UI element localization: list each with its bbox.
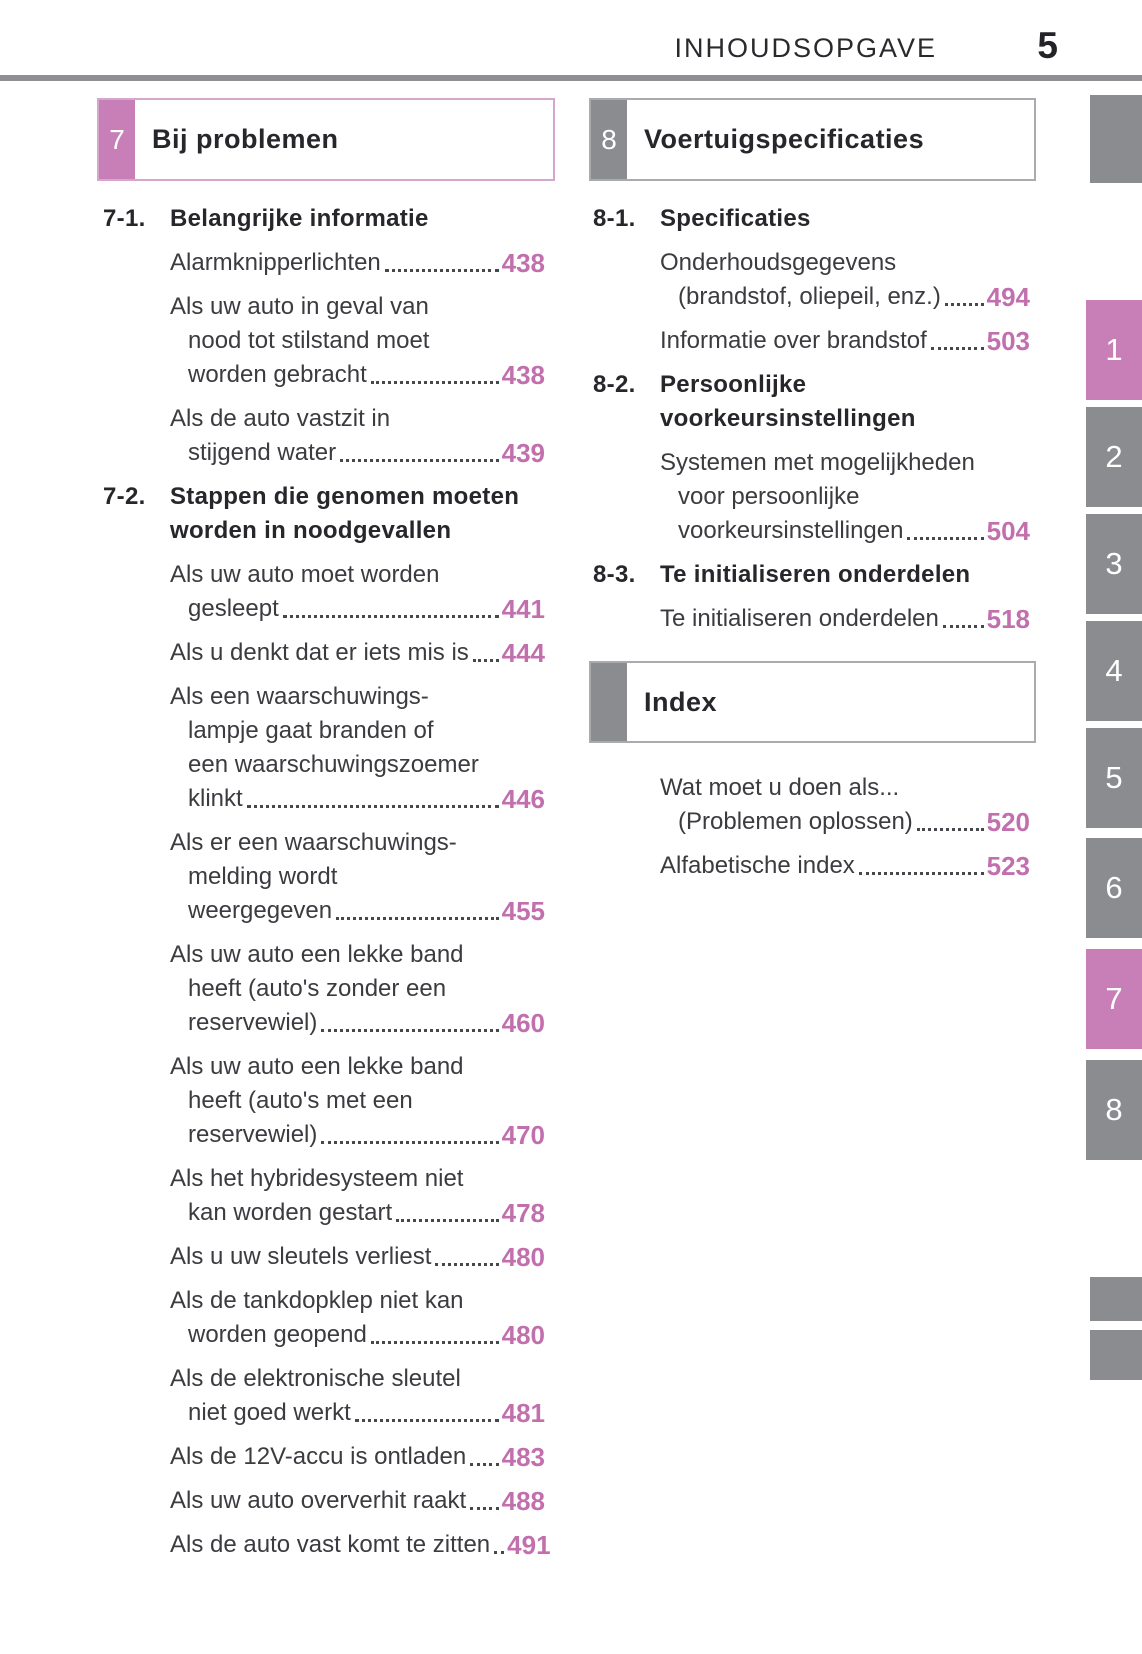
toc-page-number: 446 [501, 784, 545, 814]
toc-entry-lastline [170, 636, 545, 670]
toc-group-heading [103, 202, 545, 236]
toc-entry-lastline [170, 1484, 545, 1518]
dot-leader [247, 805, 499, 808]
section-box-7[interactable] [97, 98, 555, 181]
dot-leader [943, 625, 984, 628]
side-tab-blank-top [1090, 95, 1142, 183]
toc-entry-line: Als u uw sleutels verliest [170, 1243, 432, 1270]
dot-leader [396, 1219, 498, 1222]
side-tab-blank-bottom-1 [1090, 1277, 1142, 1321]
toc-entry-line: Als er een waarschuwings- [170, 829, 457, 856]
toc-page-number: 441 [501, 594, 545, 624]
toc-entry-lastline [660, 805, 1030, 839]
toc-entry-lastline [170, 782, 545, 816]
toc-entry-line: Te initialiseren onderdelen [660, 605, 939, 632]
toc-entry-lastline [170, 246, 545, 280]
toc-entry[interactable] [593, 446, 1030, 548]
toc-group-heading [593, 202, 1030, 236]
dot-leader [283, 615, 499, 618]
toc-page-number: 480 [501, 1320, 545, 1350]
toc-entry-line: Systemen met mogelijkheden [660, 449, 975, 476]
page-number: 5 [1037, 25, 1058, 66]
toc-entry-line: voor persoonlijke [678, 483, 860, 510]
toc-group-title: voorkeursinstellingen [660, 405, 916, 432]
section-box-title-7: Bij problemen [152, 124, 339, 154]
toc-entry[interactable] [593, 324, 1030, 358]
toc-page-number: 439 [501, 438, 545, 468]
side-tab-5[interactable]: 5 [1086, 728, 1142, 828]
toc-entry[interactable] [103, 1284, 545, 1352]
toc-entry-line: Als uw auto moet worden [170, 561, 440, 588]
toc-entry-lastline [170, 1440, 545, 1474]
toc-entry[interactable] [103, 1528, 551, 1562]
toc-entry[interactable] [103, 1162, 545, 1230]
dot-leader [470, 1463, 498, 1466]
side-tab-7[interactable]: 7 [1086, 949, 1142, 1049]
toc-entry-lastline [170, 358, 545, 392]
side-tab-1[interactable]: 1 [1086, 300, 1142, 400]
toc-entry-line: niet goed werkt [188, 1399, 351, 1426]
dot-leader [473, 659, 499, 662]
toc-entry[interactable] [103, 402, 545, 470]
toc-entry-lastline [660, 324, 1030, 358]
dot-leader [321, 1029, 498, 1032]
toc-entry[interactable] [103, 1440, 545, 1474]
toc-entry-line: Als de auto vast komt te zitten [170, 1531, 491, 1558]
toc-entry-line: Alarmknipperlichten [170, 249, 381, 276]
toc-group-heading [593, 558, 1030, 592]
toc-entry-lastline [170, 1396, 545, 1430]
toc-entry-lastline [170, 1196, 545, 1230]
toc-entry-line: Alfabetische index [660, 852, 855, 879]
toc-page-number: 483 [501, 1442, 545, 1472]
toc-entry-line: een waarschuwingszoemer [188, 751, 479, 778]
dot-leader [931, 347, 984, 350]
toc-group-number: 8-2. [593, 371, 636, 398]
toc-page-number: 438 [501, 248, 545, 278]
toc-entry-line: heeft (auto's met een [188, 1087, 413, 1114]
index-section-box[interactable] [589, 661, 1036, 743]
toc-entry-lastline [660, 514, 1030, 548]
dot-leader [321, 1141, 498, 1144]
toc-entry[interactable] [593, 246, 1030, 314]
toc-entry-line: (Problemen oplossen) [678, 808, 913, 835]
toc-entry-lastline [170, 1528, 551, 1562]
toc-entry-lastline [170, 1118, 545, 1152]
toc-page-number: 478 [501, 1198, 545, 1228]
toc-entry-line: Als de 12V-accu is ontladen [170, 1443, 467, 1470]
toc-entry[interactable] [593, 849, 1030, 883]
index-box-badge [591, 663, 627, 741]
toc-page-number: 494 [986, 282, 1030, 312]
toc-entry-line: klinkt [188, 785, 243, 812]
toc-group-title: Belangrijke informatie [170, 205, 429, 232]
toc-page-number: 504 [986, 516, 1030, 546]
dot-leader [435, 1263, 498, 1266]
toc-entry[interactable] [103, 680, 545, 816]
toc-entry-lastline [170, 1006, 545, 1040]
toc-entry-line: lampje gaat branden of [188, 717, 434, 744]
toc-column-left [103, 202, 551, 1572]
toc-entry[interactable] [103, 290, 545, 392]
toc-group-heading [593, 368, 1030, 436]
toc-entry[interactable] [103, 636, 545, 670]
section-box-8[interactable] [589, 98, 1036, 181]
dot-leader [385, 269, 499, 272]
toc-entry-line: Als de auto vastzit in [170, 405, 391, 432]
dot-leader [859, 872, 984, 875]
toc-column-right [593, 202, 1030, 893]
section-number-badge-7: 7 [99, 100, 135, 179]
dot-leader [355, 1419, 499, 1422]
toc-entry[interactable] [593, 771, 1030, 839]
toc-entry-line: voorkeursinstellingen [678, 517, 904, 544]
dot-leader [336, 917, 499, 920]
toc-group-number: 8-1. [593, 205, 636, 232]
toc-page-number: 438 [501, 360, 545, 390]
toc-entry-line: Als uw auto oververhit raakt [170, 1487, 467, 1514]
toc-page-number: 481 [501, 1398, 545, 1428]
toc-entry-lastline [170, 592, 545, 626]
toc-entry-line: (brandstof, oliepeil, enz.) [678, 283, 941, 310]
toc-group-title: Persoonlijke [660, 371, 807, 398]
side-tab-3[interactable]: 3 [1086, 514, 1142, 614]
toc-entry-line: weergegeven [188, 897, 333, 924]
toc-page-number: 488 [501, 1486, 545, 1516]
toc-entry[interactable] [103, 558, 545, 626]
toc-group-number: 7-1. [103, 205, 146, 232]
toc-entry-line: kan worden gestart [188, 1199, 393, 1226]
dot-leader [371, 1341, 499, 1344]
index-box-title: Index [644, 687, 718, 717]
side-tab-2[interactable]: 2 [1086, 407, 1142, 507]
toc-group-title: worden in noodgevallen [170, 517, 452, 544]
dot-leader [917, 828, 984, 831]
toc-entry[interactable] [103, 1484, 545, 1518]
toc-entry-line: worden gebracht [188, 361, 367, 388]
toc-group-title: Te initialiseren onderdelen [660, 561, 971, 588]
toc-entry-line: Als de tankdopklep niet kan [170, 1287, 464, 1314]
toc-entry[interactable] [103, 826, 545, 928]
dot-leader [340, 459, 499, 462]
side-tab-6[interactable]: 6 [1086, 838, 1142, 938]
toc-page-number: 455 [501, 896, 545, 926]
toc-entry[interactable] [103, 1362, 545, 1430]
toc-entry-line: worden geopend [188, 1321, 367, 1348]
toc-group-title: Specificaties [660, 205, 811, 232]
toc-entry[interactable] [103, 246, 545, 280]
dot-leader [470, 1507, 498, 1510]
toc-entry-lastline [660, 849, 1030, 883]
toc-page-number: 470 [501, 1120, 545, 1150]
toc-entry-line: melding wordt [188, 863, 338, 890]
toc-entry-line: heeft (auto's zonder een [188, 975, 447, 1002]
toc-page-number: 460 [501, 1008, 545, 1038]
toc-entry-line: Onderhoudsgegevens [660, 249, 897, 276]
toc-group-number: 8-3. [593, 561, 636, 588]
toc-group-title: Stappen die genomen moeten [170, 483, 520, 510]
toc-page-number: 503 [986, 326, 1030, 356]
toc-group-heading [103, 480, 545, 548]
toc-entry-lastline [170, 894, 545, 928]
side-tab-blank-bottom-2 [1090, 1330, 1142, 1380]
toc-entry-lastline [170, 1240, 545, 1274]
toc-entry-line: Als het hybridesysteem niet [170, 1165, 464, 1192]
toc-page-number: 520 [986, 807, 1030, 837]
toc-page-number: 480 [501, 1242, 545, 1272]
toc-entry-line: gesleept [188, 595, 279, 622]
dot-leader [907, 537, 983, 540]
toc-entry[interactable] [103, 938, 545, 1040]
toc-entry-line: Als uw auto in geval van [170, 293, 429, 320]
toc-entry-line: nood tot stilstand moet [188, 327, 430, 354]
toc-entry-line: Als een waarschuwings- [170, 683, 429, 710]
toc-entry-lastline [170, 1318, 545, 1352]
toc-group-number: 7-2. [103, 483, 146, 510]
dot-leader [945, 303, 984, 306]
toc-page-number: 491 [507, 1530, 551, 1560]
toc-page-number: 518 [986, 604, 1030, 634]
dot-leader [371, 381, 499, 384]
toc-entry-line: Informatie over brandstof [660, 327, 927, 354]
toc-entry-line: Wat moet u doen als... [660, 774, 900, 801]
toc-entry-lastline [660, 280, 1030, 314]
toc-entry-line: Als u denkt dat er iets mis is [170, 639, 469, 666]
header-divider [0, 75, 1142, 81]
section-box-title-8: Voertuigspecificaties [644, 124, 925, 154]
side-tab-8[interactable]: 8 [1086, 1060, 1142, 1160]
section-number-badge-8: 8 [591, 100, 627, 179]
toc-entry[interactable] [103, 1240, 545, 1274]
dot-leader [494, 1551, 504, 1554]
toc-entry-lastline [170, 436, 545, 470]
toc-entry-line: reservewiel) [188, 1121, 318, 1148]
side-tab-4[interactable]: 4 [1086, 621, 1142, 721]
toc-entry-line: Als uw auto een lekke band [170, 1053, 464, 1080]
toc-entry-line: Als uw auto een lekke band [170, 941, 464, 968]
toc-entry-lastline [660, 602, 1030, 636]
toc-entry-line: stijgend water [188, 439, 337, 466]
toc-entry-line: Als de elektronische sleutel [170, 1365, 461, 1392]
toc-page-number: 523 [986, 851, 1030, 881]
toc-entry-line: reservewiel) [188, 1009, 318, 1036]
toc-entry[interactable] [593, 602, 1030, 636]
toc-page-number: 444 [501, 638, 545, 668]
toc-entry[interactable] [103, 1050, 545, 1152]
page-header-title: INHOUDSOPGAVE [674, 33, 937, 63]
